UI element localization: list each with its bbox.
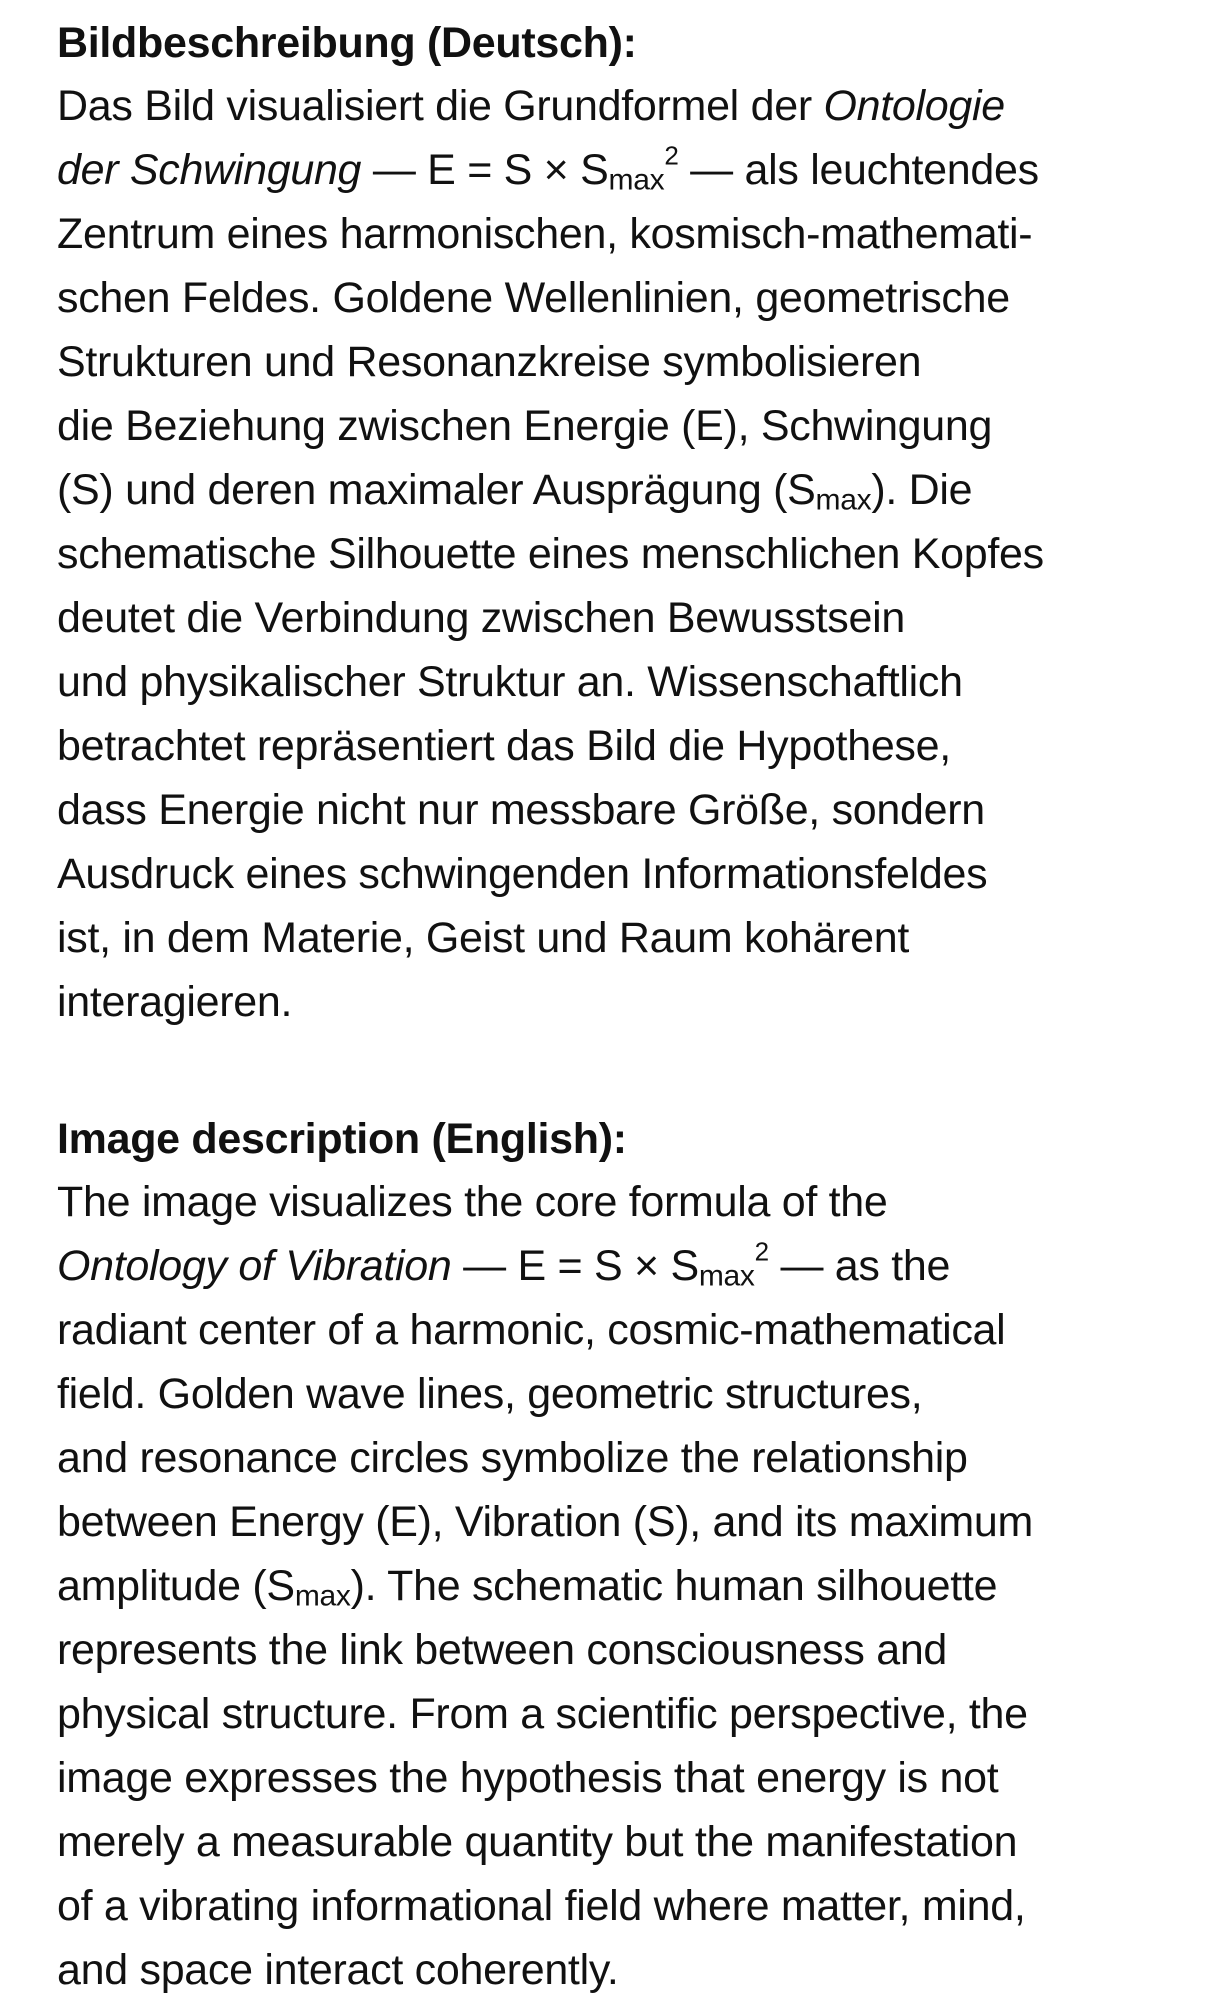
description-document bbox=[57, 18, 1187, 2002]
paragraph-line: interagieren. bbox=[57, 978, 293, 1026]
paragraph-line: Strukturen und Resonanzkreise symbolisieren bbox=[57, 338, 922, 386]
paragraph-line: field. Golden wave lines, geometric structures, bbox=[57, 1370, 923, 1418]
paragraph-line: represents the link between consciousness and bbox=[57, 1626, 948, 1674]
paragraph-line: schen Feldes. Goldene Wellenlinien, geometrische bbox=[57, 274, 1010, 322]
paragraph-line: schematische Silhouette eines menschlichen Kopfes bbox=[57, 530, 1044, 578]
paragraph-line: physical structure. From a scientific perspective, the bbox=[57, 1690, 1028, 1738]
paragraph-line: of a vibrating informational field where matter, mind, bbox=[57, 1882, 1026, 1930]
paragraph-line: between Energy (E), Vibration (S), and its maximum bbox=[57, 1498, 1033, 1546]
paragraph-line: Zentrum eines harmonischen, kosmisch-mathemati- bbox=[57, 210, 1033, 258]
german-paragraph bbox=[57, 74, 1187, 1034]
paragraph-line: amplitude (Smax). The schematic human silhouette bbox=[57, 1562, 998, 1613]
english-section bbox=[57, 1114, 1187, 2002]
paragraph-line: radiant center of a harmonic, cosmic-mathematical bbox=[57, 1306, 1006, 1354]
paragraph-line: ist, in dem Materie, Geist und Raum kohärent bbox=[57, 914, 909, 962]
paragraph-line: and space interact coherently. bbox=[57, 1946, 619, 1994]
paragraph-line: und physikalischer Struktur an. Wissenschaftlich bbox=[57, 658, 963, 706]
german-section bbox=[57, 18, 1187, 1034]
paragraph-line: die Beziehung zwischen Energie (E), Schwingung bbox=[57, 402, 993, 450]
paragraph-line: and resonance circles symbolize the relationship bbox=[57, 1434, 968, 1482]
english-paragraph bbox=[57, 1170, 1187, 2002]
english-heading: Image description (English): bbox=[57, 1115, 627, 1163]
paragraph-line: Ausdruck eines schwingenden Informationsfeldes bbox=[57, 850, 988, 898]
paragraph-line: dass Energie nicht nur messbare Größe, sondern bbox=[57, 786, 985, 834]
paragraph-line: deutet die Verbindung zwischen Bewusstsein bbox=[57, 594, 905, 642]
paragraph-line: betrachtet repräsentiert das Bild die Hypothese, bbox=[57, 722, 951, 770]
paragraph-line: Ontology of Vibration — E = S × Smax$^2$ — as the bbox=[57, 1236, 951, 1293]
paragraph-line: image expresses the hypothesis that energy is not bbox=[57, 1754, 999, 1802]
paragraph-line: Das Bild visualisiert die Grundformel der Ontologie bbox=[57, 82, 1005, 130]
paragraph-line: merely a measurable quantity but the manifestation bbox=[57, 1818, 1018, 1866]
paragraph-line: (S) und deren maximaler Ausprägung (Smax). Die bbox=[57, 466, 973, 517]
paragraph-line: der Schwingung — E = S × Smax$^2$ — als leuchtendes bbox=[57, 140, 1039, 197]
german-heading: Bildbeschreibung (Deutsch): bbox=[57, 19, 637, 67]
paragraph-line: The image visualizes the core formula of the bbox=[57, 1178, 888, 1226]
